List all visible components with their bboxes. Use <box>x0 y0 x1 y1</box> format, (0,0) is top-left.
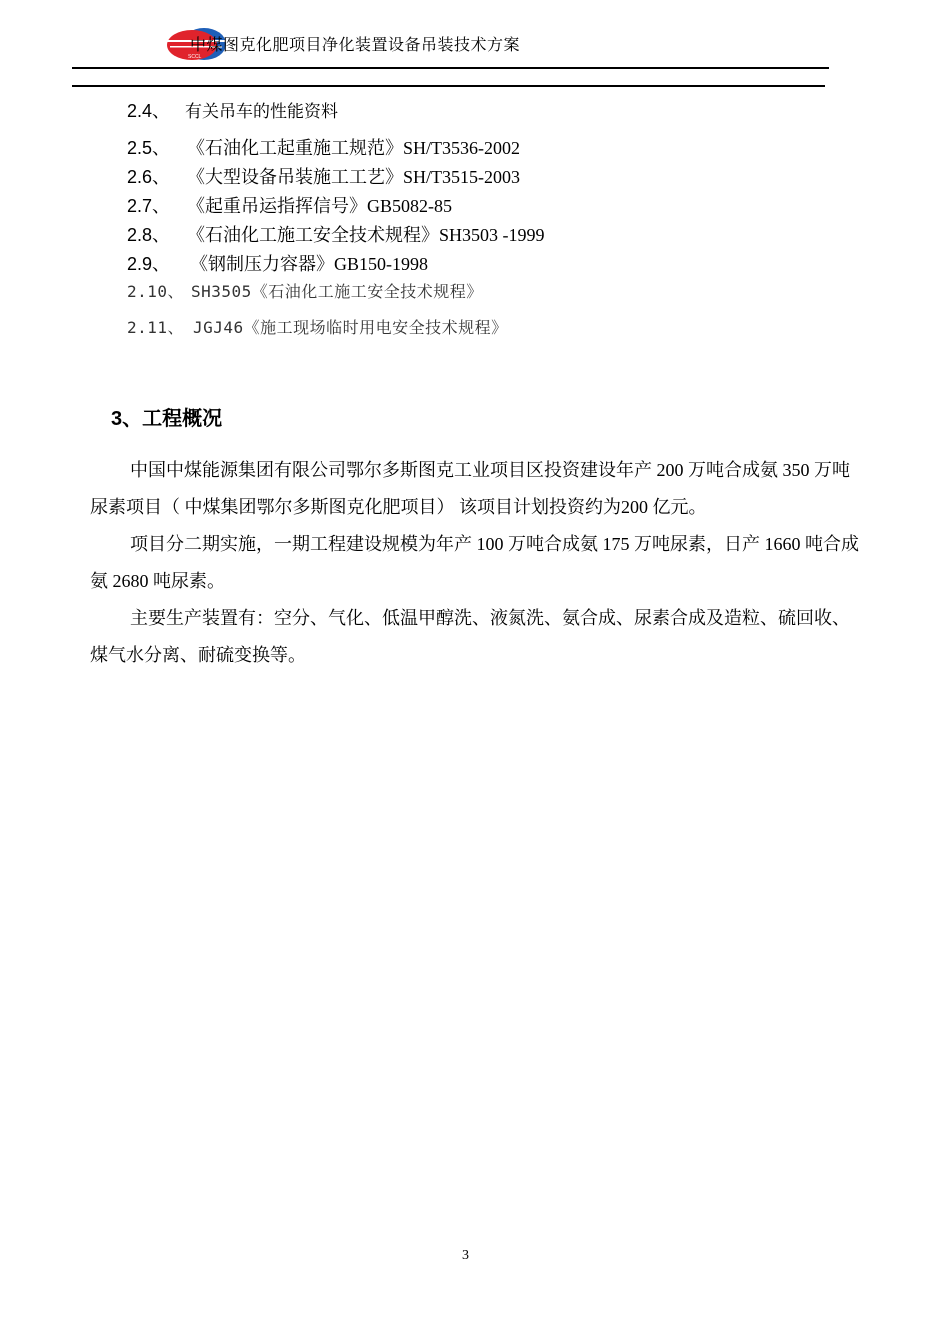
section-body <box>90 452 862 674</box>
section-heading: 3、工程概况 <box>111 408 223 430</box>
reference-number: 2.9、 <box>127 254 171 274</box>
header-rule-top <box>72 67 829 69</box>
reference-number: 2.8、 <box>127 225 171 245</box>
header-title: 中煤图克化肥项目净化装置设备吊装技术方案 <box>190 35 521 54</box>
paragraph: 中国中煤能源集团有限公司鄂尔多斯图克工业项目区投资建设年产 200 万吨合成氨 350 万吨尿素项目（ 中煤集团鄂尔多斯图克化肥项目） 该项目计划投资约为200 亿元。 <box>90 460 850 517</box>
reference-text: SH3505《石油化工施工安全技术规程》 <box>191 282 483 301</box>
reference-number: 2.7、 <box>127 196 171 216</box>
reference-text: 《石油化工起重施工规范》SH/T3536-2002 <box>187 138 520 158</box>
page-number: 3 <box>462 1248 469 1263</box>
reference-number: 2.4、 <box>127 101 171 121</box>
reference-text: 《钢制压力容器》GB150-1998 <box>190 254 428 274</box>
paragraph: 主要生产装置有：空分、气化、低温甲醇洗、液氮洗、氨合成、尿素合成及造粒、硫回收、煤气水分离、耐硫变换等。 <box>90 608 850 665</box>
reference-text: JGJ46《施工现场临时用电安全技术规程》 <box>193 318 508 337</box>
header-rule-bottom <box>72 85 825 87</box>
reference-text: 《起重吊运指挥信号》GB5082-85 <box>187 196 452 216</box>
reference-text: 《石油化工施工安全技术规程》SH3503 -1999 <box>187 225 545 245</box>
reference-number: 2.5、 <box>127 138 171 158</box>
reference-number: 2.10、 <box>127 282 185 301</box>
reference-text: 《大型设备吊装施工工艺》SH/T3515-2003 <box>187 167 520 187</box>
logo-text: SCCL <box>188 54 202 60</box>
reference-number: 2.6、 <box>127 167 171 187</box>
paragraph: 项目分二期实施，一期工程建设规模为年产 100 万吨合成氨 175 万吨尿素，日产 1660 吨合成氨 2680 吨尿素。 <box>90 534 859 591</box>
reference-text: 有关吊车的性能资料 <box>185 102 338 122</box>
reference-number: 2.11、 <box>127 318 185 337</box>
